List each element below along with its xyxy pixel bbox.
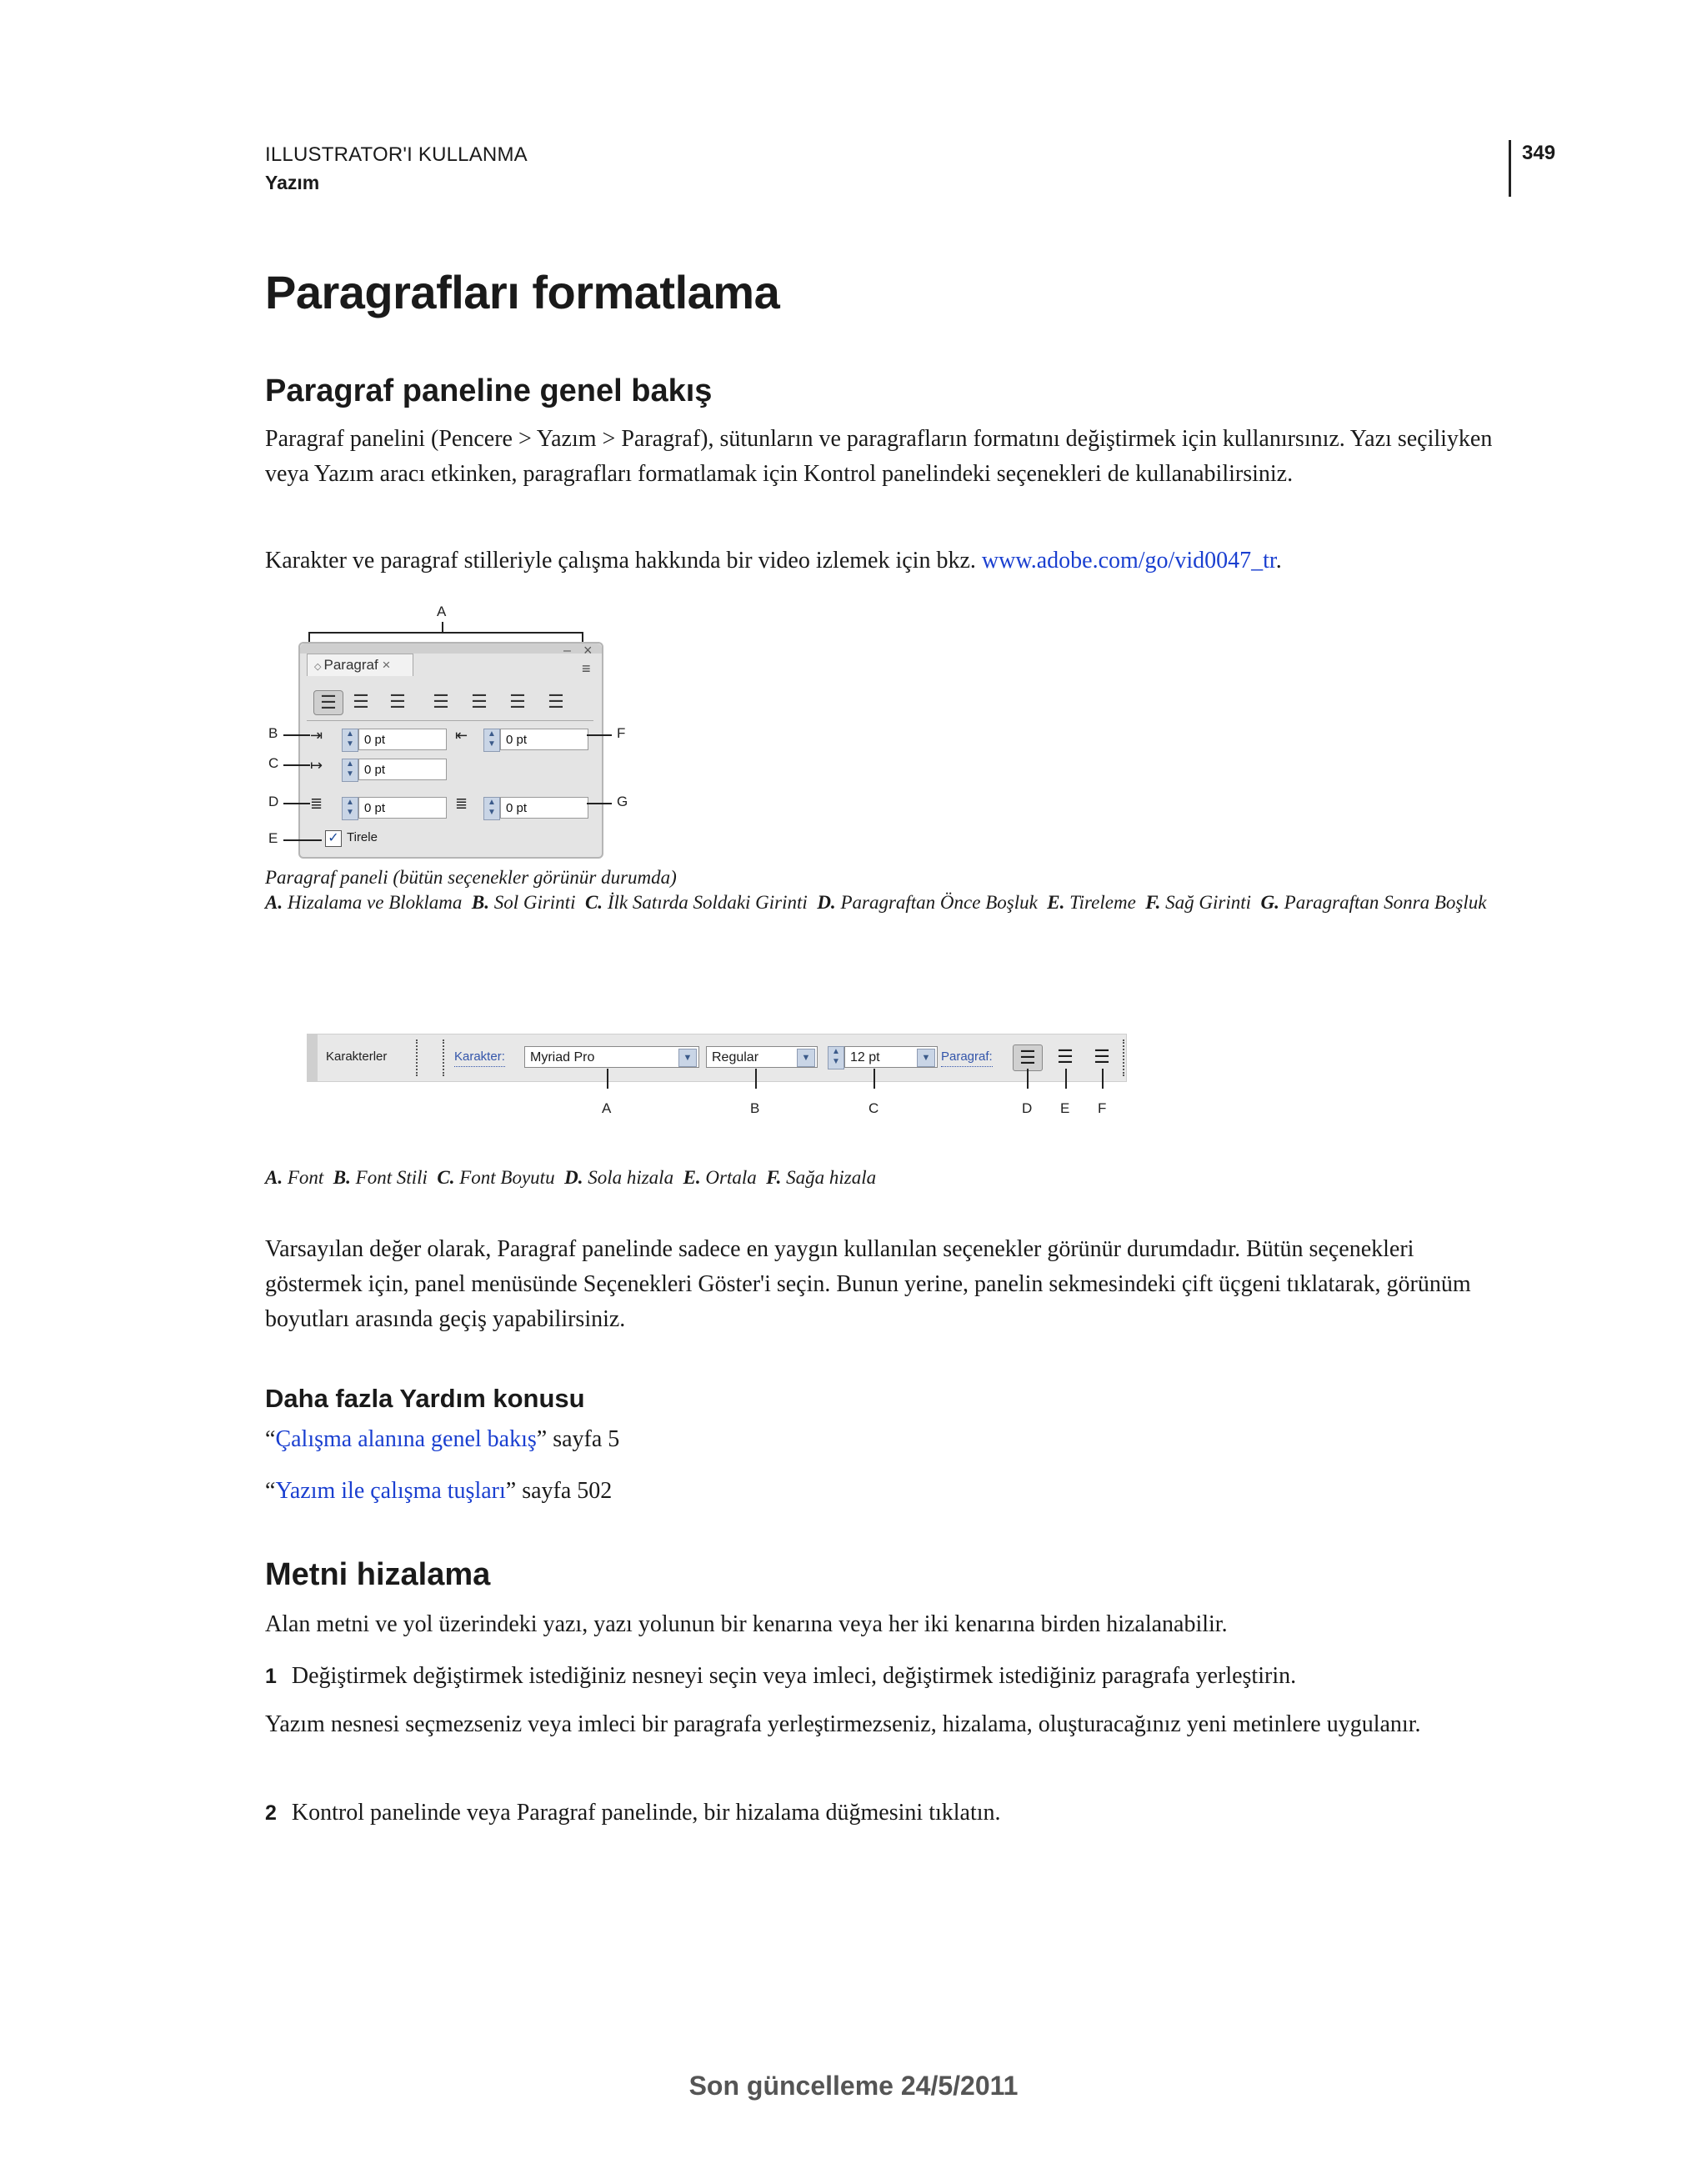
step-number: 2	[265, 1801, 277, 1825]
first-line-indent-icon: ↦	[310, 757, 323, 774]
legend-text: Font Boyutu	[459, 1167, 555, 1188]
callout-a-line	[607, 1069, 608, 1089]
separator	[416, 1039, 418, 1076]
help-link-suffix: ” sayfa 5	[536, 1426, 620, 1452]
align-center-button[interactable]: ☰	[353, 691, 369, 712]
help-heading: Daha fazla Yardım konusu	[265, 1384, 585, 1413]
paragraph-note: Yazım nesnesi seçmezseniz veya imleci bir paragrafa yerleştirmezseniz, hizalama, oluşturacağınız yeni metinlere uygulanır.	[265, 1711, 1421, 1737]
callout-a-line	[442, 622, 443, 632]
paragraph-align-intro: Alan metni ve yol üzerindeki yazı, yazı yolunun bir kenarına veya her iki kenarına birden hizalanabilir.	[265, 1611, 1228, 1637]
font-family-select[interactable]	[524, 1046, 699, 1068]
panel-divider	[307, 720, 593, 721]
callout-a: A	[437, 604, 447, 619]
step-text: Değiştirmek değiştirmek istediğiniz nesneyi seçin veya imleci, değiştirmek istediğiniz paragrafa yerleştirin.	[291, 1663, 1297, 1689]
page-number: 349	[1522, 142, 1556, 164]
paragraph-intro: Paragraf panelini (Pencere > Yazım > Paragraf), sütunların ve paragrafların formatını değiştirmek için kullanırsınız. Yazı seçiliyken veya Yazım aracı etkinken, paragrafları formatlamak için Kontrol panelindeki seçenekleri de kullanabilirsiniz.	[265, 426, 1493, 487]
paragraph-panel	[298, 642, 603, 859]
legend-letter: D.	[817, 892, 836, 913]
panel-tab-label: Paragraf	[323, 657, 378, 673]
callout-d-line	[283, 803, 310, 804]
legend-letter: E.	[683, 1167, 701, 1188]
callout-g-line	[587, 803, 612, 804]
space-after-stepper[interactable]: ▲ ▼	[483, 797, 500, 820]
tab-close-icon[interactable]: ×	[378, 657, 391, 673]
callout-b-line	[283, 734, 310, 736]
font-size-value: 12 pt	[850, 1050, 880, 1064]
callout-c-line	[283, 764, 310, 766]
video-text: Karakter ve paragraf stilleriyle çalışma hakkında bir video izlemek için bkz.	[265, 548, 982, 574]
space-before-field[interactable]: 0 pt	[358, 797, 447, 819]
figure1-caption-title: Paragraf paneli (bütün seçenekler görünür durumda)	[265, 867, 677, 888]
bar-grip[interactable]	[308, 1034, 318, 1081]
callout-f: F	[617, 725, 626, 741]
justify-all-button[interactable]: ☰	[548, 691, 564, 712]
separator	[1123, 1039, 1124, 1076]
header-divider	[1509, 140, 1511, 197]
close-icon[interactable]: ×	[583, 642, 593, 659]
section-heading-paragraph-panel: Paragraf paneline genel bakış	[265, 373, 713, 408]
panel-menu-icon[interactable]: ≡	[582, 660, 591, 677]
paragraph-video	[265, 543, 1515, 579]
legend-text: Sol Girinti	[493, 892, 576, 913]
legend-text: Sola hizala	[588, 1167, 674, 1188]
step-1	[265, 1659, 1515, 1694]
align-center-button[interactable]: ☰	[1057, 1046, 1074, 1067]
font-family-value: Myriad Pro	[530, 1050, 595, 1064]
font-size-stepper[interactable]: ▲ ▼	[828, 1046, 844, 1069]
callout-c-line	[874, 1069, 875, 1089]
right-indent-icon: ⇤	[455, 727, 468, 744]
footer-last-updated: Son güncelleme 24/5/2011	[688, 2071, 1019, 2101]
callout-b: B	[750, 1100, 760, 1116]
font-style-select[interactable]	[706, 1046, 818, 1068]
callout-e: E	[268, 830, 278, 846]
figure2-caption-legend	[265, 1165, 1515, 1190]
left-indent-icon: ⇥	[310, 727, 323, 744]
left-indent-stepper[interactable]: ▲ ▼	[342, 729, 358, 752]
right-indent-field[interactable]: 0 pt	[500, 729, 588, 750]
callout-e-line	[1065, 1069, 1067, 1089]
right-indent-stepper[interactable]: ▲ ▼	[483, 729, 500, 752]
chevron-down-icon[interactable]: ▼	[917, 1049, 935, 1067]
figure1-caption-legend	[265, 890, 1515, 915]
callout-e: E	[1060, 1100, 1070, 1116]
paragraph-defaults: Varsayılan değer olarak, Paragraf panelinde sadece en yaygın kullanılan seçenekler görünür durumdadır. Bütün seçenekleri göstermek için, panel menüsünde Seçenekleri Göster'i seçin. Bunun yerine, panelin sekmesindeki çift üçgeni tıklatarak, görünüm boyutları arasında geçiş yapabilirsiniz.	[265, 1236, 1471, 1332]
first-line-indent-stepper[interactable]: ▲ ▼	[342, 759, 358, 782]
align-left-button[interactable]: ☰	[313, 690, 343, 715]
align-right-button[interactable]: ☰	[1094, 1046, 1110, 1067]
justify-last-center-button[interactable]: ☰	[471, 691, 488, 712]
tab-toggle-icon[interactable]: ◇	[314, 662, 324, 672]
legend-letter: D.	[564, 1167, 583, 1188]
align-left-button[interactable]: ☰	[1013, 1044, 1043, 1071]
help-link-item: “Çalışma alanına genel bakış” sayfa 5	[265, 1426, 620, 1452]
space-after-field[interactable]: 0 pt	[500, 797, 588, 819]
running-header-title: ILLUSTRATOR'I KULLANMA	[265, 143, 528, 166]
running-header-subtitle: Yazım	[265, 172, 320, 193]
legend-letter: E.	[1047, 892, 1065, 913]
legend-text: Ortala	[705, 1167, 757, 1188]
legend-letter: F.	[1145, 892, 1161, 913]
section-heading-align-text: Metni hizalama	[265, 1557, 491, 1592]
space-before-stepper[interactable]: ▲ ▼	[342, 797, 358, 820]
callout-g: G	[617, 794, 628, 809]
legend-letter: F.	[766, 1167, 782, 1188]
callout-b: B	[268, 725, 278, 741]
callout-e-line	[283, 839, 322, 841]
step-2	[265, 1796, 1515, 1831]
legend-text: Font	[287, 1167, 324, 1188]
justify-last-left-button[interactable]: ☰	[433, 691, 449, 712]
first-line-indent-field[interactable]: 0 pt	[358, 759, 447, 780]
legend-text: Tireleme	[1069, 892, 1136, 913]
legend-text: Font Stili	[355, 1167, 428, 1188]
space-before-icon: ≣	[310, 795, 323, 812]
page-title: Paragrafları formatlama	[265, 266, 780, 318]
callout-d: D	[1022, 1100, 1033, 1116]
help-link[interactable]: Çalışma alanına genel bakış	[275, 1426, 537, 1452]
space-after-icon: ≣	[455, 795, 468, 812]
callout-f-line	[1102, 1069, 1104, 1089]
hyphenate-checkbox[interactable]: ✓	[325, 830, 342, 847]
justify-last-right-button[interactable]: ☰	[509, 691, 526, 712]
help-link-suffix: ” sayfa 502	[505, 1478, 613, 1504]
legend-text: Paragraftan Sonra Boşluk	[1284, 892, 1487, 913]
align-right-button[interactable]: ☰	[389, 691, 406, 712]
left-indent-field[interactable]: 0 pt	[358, 729, 447, 750]
callout-d-line	[1027, 1069, 1029, 1089]
minimize-icon[interactable]: –	[563, 644, 571, 658]
callout-c: C	[869, 1100, 879, 1116]
legend-letter: A.	[265, 1167, 283, 1188]
legend-text: Hizalama ve Bloklama	[287, 892, 463, 913]
control-panel-bar	[307, 1034, 1127, 1082]
legend-letter: B.	[471, 892, 489, 913]
chevron-down-icon[interactable]: ▼	[797, 1049, 815, 1067]
legend-letter: A.	[265, 892, 283, 913]
video-text-end: .	[1275, 548, 1282, 574]
characters-tab[interactable]: Karakterler	[326, 1049, 388, 1064]
panel-tab[interactable]	[307, 654, 413, 676]
paragraph-label-link[interactable]: Paragraf:	[941, 1048, 993, 1067]
video-link[interactable]: www.adobe.com/go/vid0047_tr	[981, 548, 1276, 574]
legend-letter: C.	[437, 1167, 455, 1188]
legend-text: Sağa hizala	[786, 1167, 877, 1188]
font-size-select[interactable]	[844, 1046, 938, 1068]
chevron-down-icon[interactable]: ▼	[678, 1049, 697, 1067]
hyphenate-label: Tirele	[347, 830, 378, 844]
callout-b-line	[755, 1069, 757, 1089]
callout-c: C	[268, 755, 279, 771]
step-text: Kontrol panelinde veya Paragraf panelinde, bir hizalama düğmesini tıklatın.	[291, 1800, 1001, 1826]
callout-f: F	[1098, 1100, 1107, 1116]
help-link-item: “Yazım ile çalışma tuşları” sayfa 502	[265, 1478, 613, 1504]
callout-d: D	[268, 794, 279, 809]
legend-text: Paragraftan Önce Boşluk	[840, 892, 1038, 913]
callout-a: A	[602, 1100, 612, 1116]
legend-letter: B.	[333, 1167, 351, 1188]
help-link[interactable]: Yazım ile çalışma tuşları	[275, 1478, 506, 1504]
legend-text: Sağ Girinti	[1165, 892, 1252, 913]
legend-letter: G.	[1260, 892, 1279, 913]
legend-text: İlk Satırda Soldaki Girinti	[607, 892, 808, 913]
font-style-value: Regular	[712, 1050, 759, 1064]
separator	[443, 1039, 444, 1076]
callout-f-line	[587, 734, 612, 736]
step-number: 1	[265, 1665, 277, 1688]
character-label-link[interactable]: Karakter:	[454, 1048, 505, 1067]
legend-letter: C.	[584, 892, 603, 913]
panel-titlebar	[300, 644, 602, 654]
